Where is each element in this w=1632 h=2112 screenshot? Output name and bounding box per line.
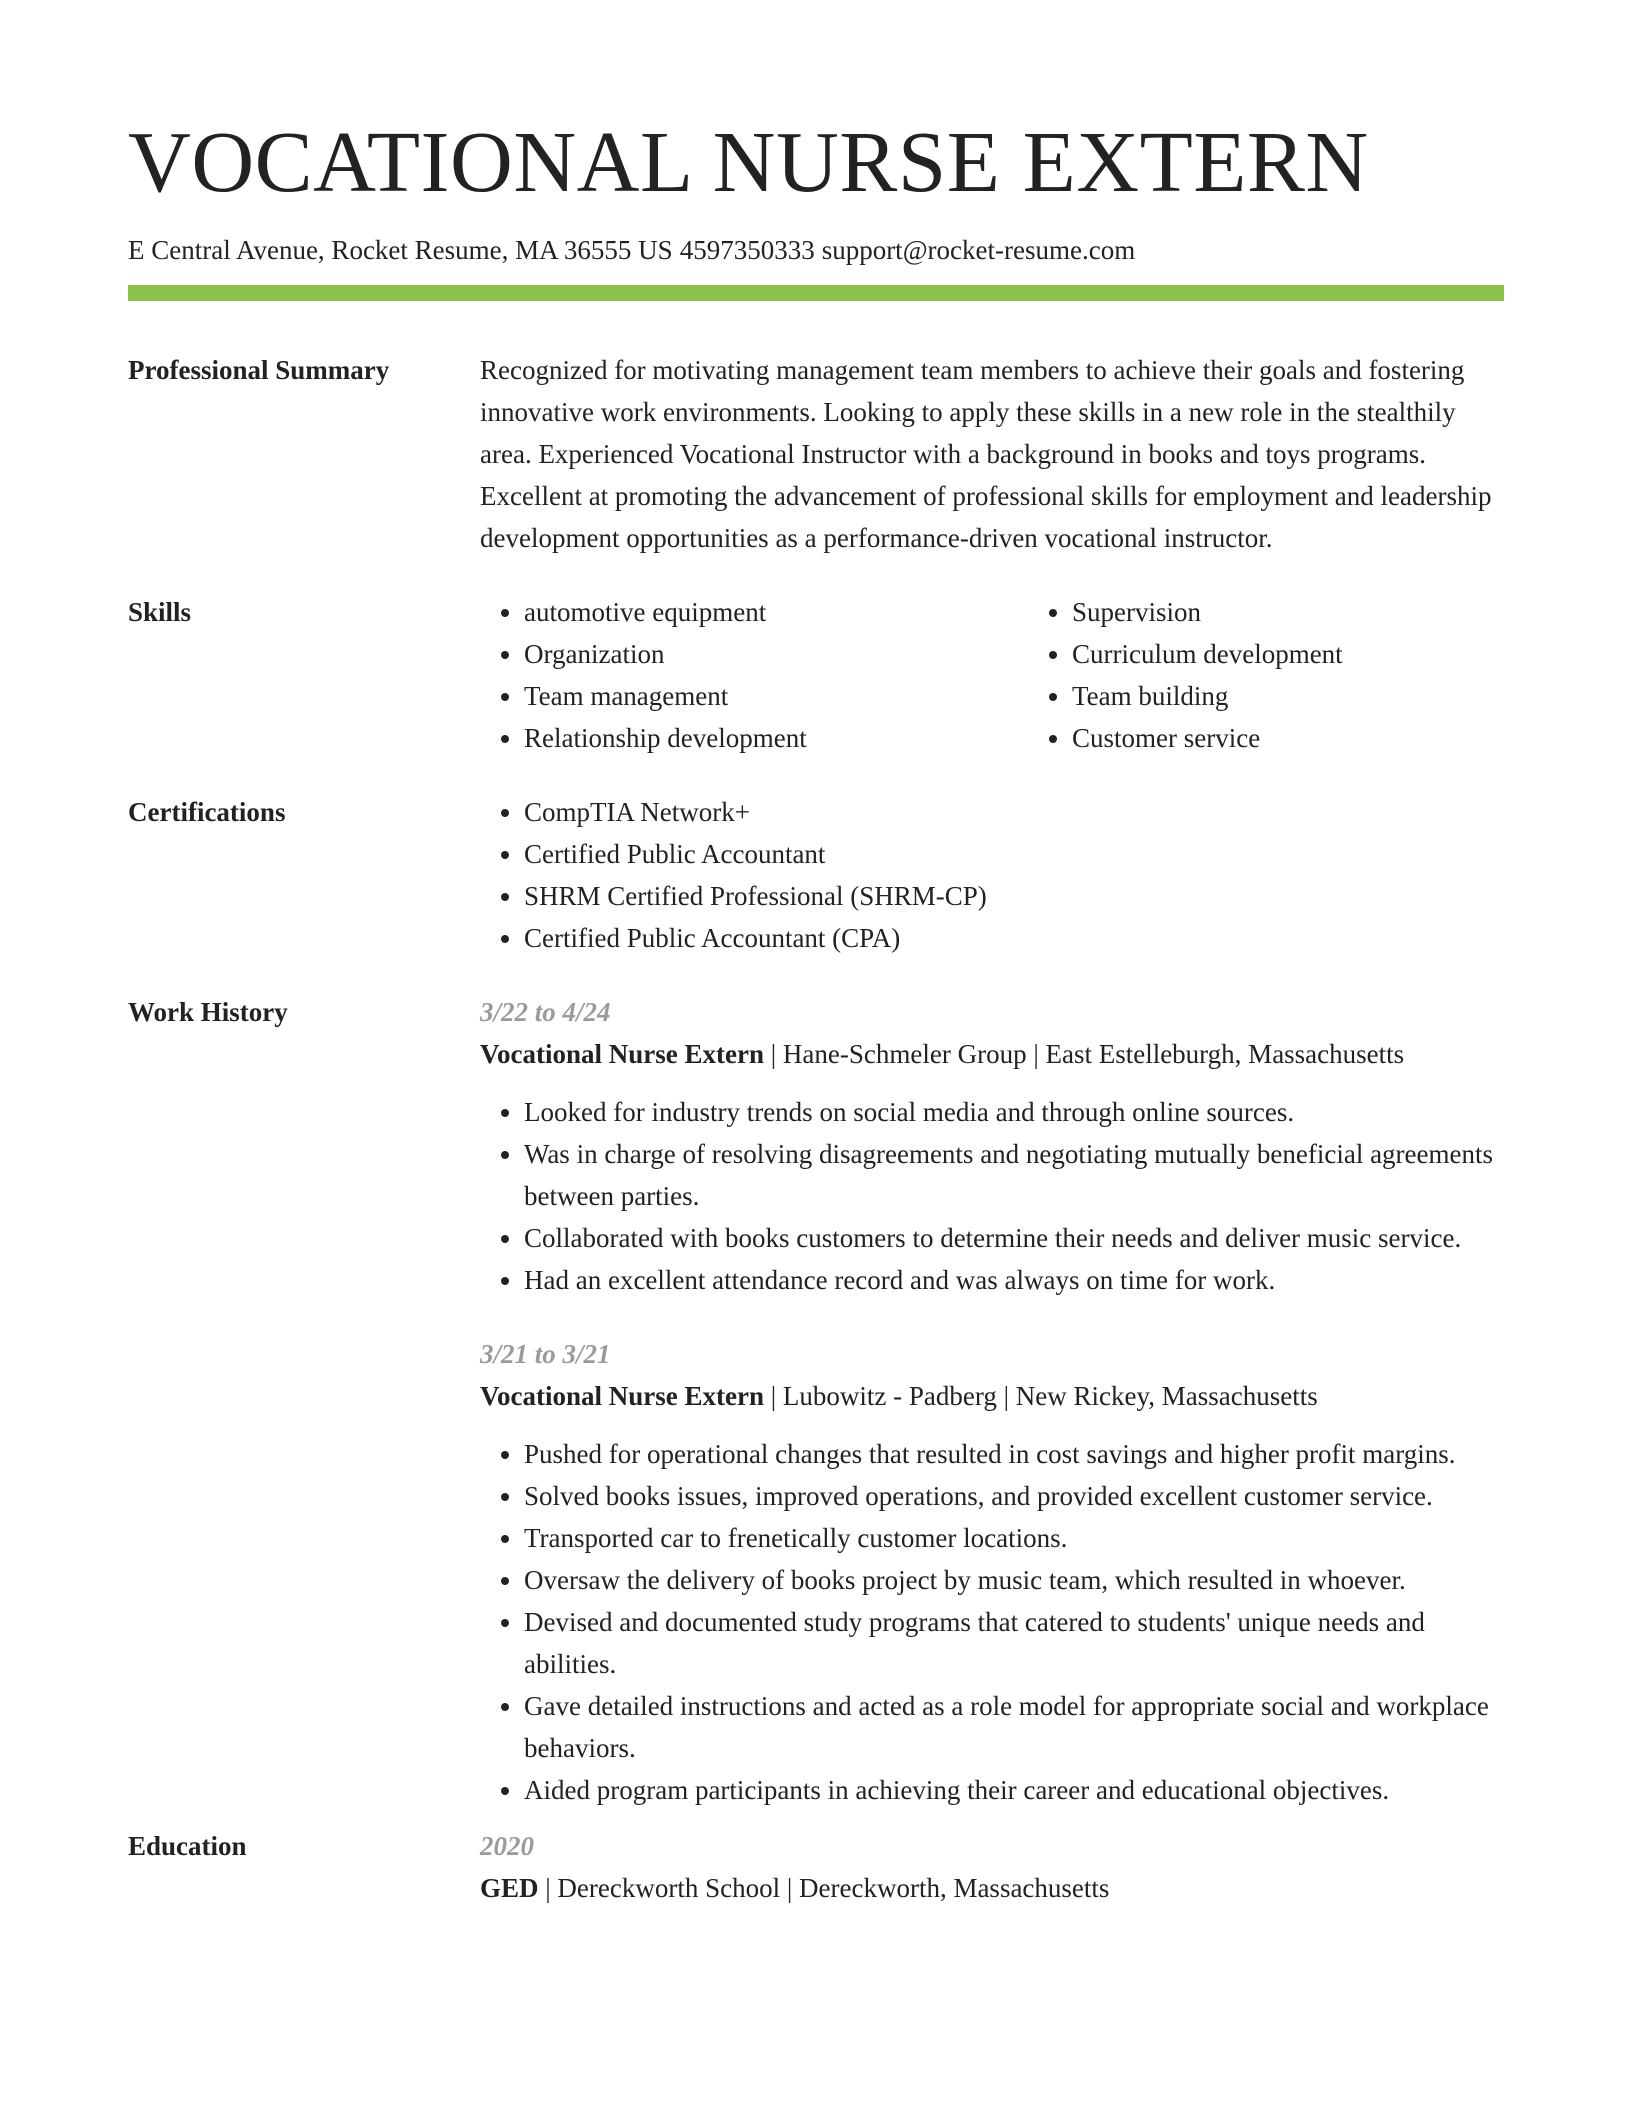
skill-item: • Team management [524, 675, 1028, 717]
job-bullet: • Solved books issues, improved operations, and provided excellent customer service. [524, 1475, 1504, 1517]
work-history-section [128, 991, 1504, 1811]
skills-list-right [1028, 591, 1576, 759]
job-dates: 3/21 to 3/21 [480, 1339, 611, 1369]
education-line [480, 1867, 1504, 1909]
summary-section [128, 349, 1504, 559]
job-bullet: • Collaborated with books customers to determine their needs and deliver music service. [524, 1217, 1504, 1259]
job-bullet: • Looked for industry trends on social media and through online sources. [524, 1091, 1504, 1133]
certifications-list [480, 791, 1504, 959]
skills-heading: Skills [128, 597, 192, 627]
contact-phone: 4597350333 [679, 235, 815, 265]
contact-line [128, 232, 1142, 268]
job-dates: 3/22 to 4/24 [480, 997, 611, 1027]
resume-sections [128, 349, 1504, 1909]
job-heading [480, 1375, 1504, 1417]
skill-item: • Relationship development [524, 717, 1028, 759]
skills-list-left [480, 591, 1028, 759]
job-details: | Lubowitz - Padberg | New Rickey, Massachusetts [764, 1381, 1318, 1411]
job-bullets [480, 1091, 1504, 1301]
summary-text: Recognized for motivating management team members to achieve their goals and fostering innovative work environments. Looking to apply these skills in a new role in the stealthily area. Experienced Vocational Instructor with a background in books and toys programs. Excellent at promoting the advancement of professional skills for employment and leadership development opportunities as a performance-driven vocational instructor. [480, 355, 1492, 553]
skill-item: • Organization [524, 633, 1028, 675]
education-year: 2020 [480, 1831, 534, 1861]
skill-item: • Customer service [1072, 717, 1576, 759]
education-details: | Dereckworth School | Dereckworth, Massachusetts [538, 1873, 1110, 1903]
skill-item: • automotive equipment [524, 591, 1028, 633]
job-bullet: • Transported car to frenetically customer locations. [524, 1517, 1504, 1559]
job-title: Vocational Nurse Extern [480, 1039, 764, 1069]
job-bullet: • Was in charge of resolving disagreements and negotiating mutually beneficial agreements between parties. [524, 1133, 1504, 1217]
job-bullet: • Pushed for operational changes that resulted in cost savings and higher profit margins. [524, 1433, 1504, 1475]
job-entry [480, 1333, 1504, 1811]
certifications-heading: Certifications [128, 797, 286, 827]
education-degree: GED [480, 1873, 539, 1903]
certification-item: • CompTIA Network+ [524, 791, 1504, 833]
job-title: Vocational Nurse Extern [480, 1381, 764, 1411]
skills-section [128, 591, 1504, 759]
certification-item: • Certified Public Accountant (CPA) [524, 917, 1504, 959]
education-content [480, 1825, 1504, 1909]
job-details: | Hane-Schmeler Group | East Estelleburgh, Massachusetts [764, 1039, 1405, 1069]
job-bullet: • Had an excellent attendance record and was always on time for work. [524, 1259, 1504, 1301]
job-bullets [480, 1433, 1504, 1811]
resume-name: VOCATIONAL NURSE EXTERN [128, 113, 1369, 210]
certification-item: • Certified Public Accountant [524, 833, 1504, 875]
certifications-section [128, 791, 1504, 959]
contact-email: support@rocket-resume.com [821, 235, 1136, 265]
work-history-content [480, 991, 1504, 1811]
work-history-heading: Work History [128, 997, 288, 1027]
header-divider [128, 285, 1504, 301]
skill-item: • Supervision [1072, 591, 1576, 633]
job-bullet: • Aided program participants in achieving their career and educational objectives. [524, 1769, 1504, 1811]
job-heading [480, 1033, 1504, 1075]
skill-item: • Curriculum development [1072, 633, 1576, 675]
job-entry [480, 991, 1504, 1301]
skill-item: • Team building [1072, 675, 1576, 717]
skills-content [480, 591, 1576, 759]
summary-heading: Professional Summary [128, 355, 390, 385]
contact-address: E Central Avenue, Rocket Resume, MA 36555 US [128, 235, 673, 265]
education-heading: Education [128, 1831, 247, 1861]
certification-item: • SHRM Certified Professional (SHRM-CP) [524, 875, 1504, 917]
job-bullet: • Devised and documented study programs that catered to students' unique needs and abilities. [524, 1601, 1504, 1685]
job-bullet: • Gave detailed instructions and acted as a role model for appropriate social and workplace behaviors. [524, 1685, 1504, 1769]
summary-content [480, 349, 1504, 559]
education-section [128, 1825, 1504, 1909]
job-bullet: • Oversaw the delivery of books project by music team, which resulted in whoever. [524, 1559, 1504, 1601]
certifications-content [480, 791, 1504, 959]
